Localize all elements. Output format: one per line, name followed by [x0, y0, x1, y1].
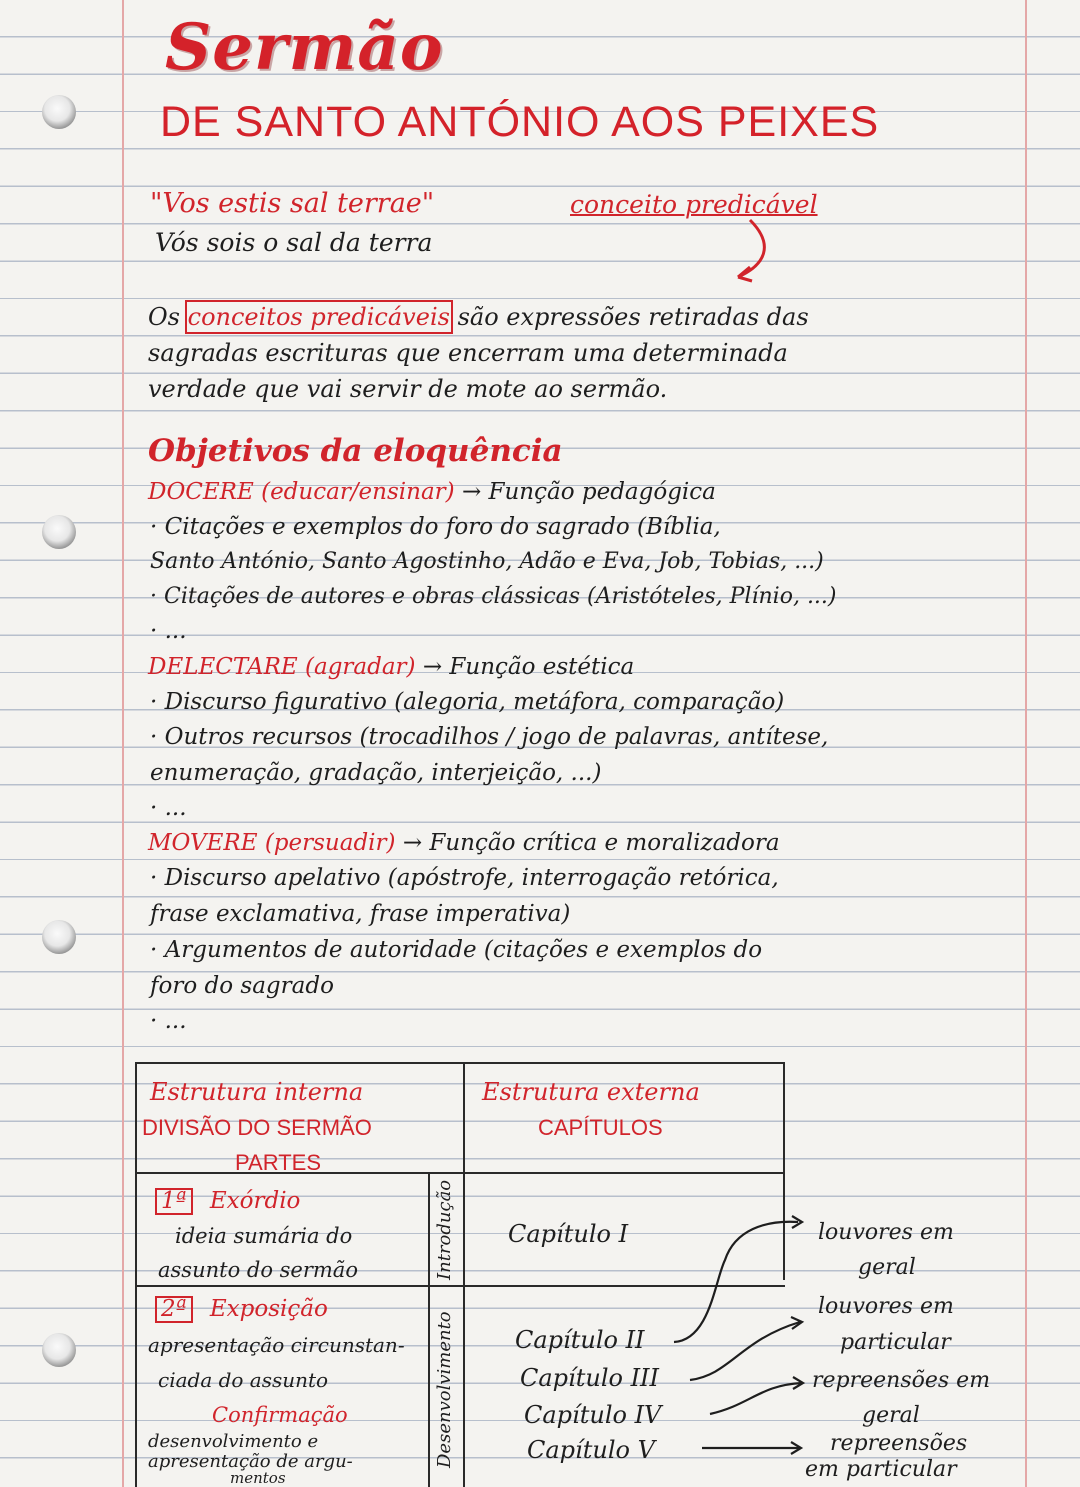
chapter-note: geral	[862, 1403, 920, 1428]
definition-lead: Os	[148, 303, 180, 331]
chapter-note: repreensões em	[812, 1368, 991, 1393]
external-structure-chapters: CAPÍTULOS	[538, 1115, 663, 1140]
part2-number: 2ª	[155, 1296, 193, 1323]
delectare-row	[148, 656, 634, 679]
eloquence-heading: Objetivos da eloquência	[148, 433, 563, 469]
chapter-label: Capítulo V	[527, 1436, 655, 1464]
part1-side-label: Introdução	[434, 1179, 455, 1280]
docere-line: · Citações de autores e obras clássicas (Aristóteles, Plínio, ...)	[150, 584, 837, 609]
quote-translation: Vós sois o sal da terra	[155, 228, 433, 257]
part2-desc: ciada do assunto	[158, 1368, 329, 1392]
chapter-label: Capítulo II	[515, 1326, 645, 1354]
movere-line: · ...	[150, 1008, 187, 1034]
internal-structure-parts: PARTES	[235, 1150, 321, 1175]
part2-heading	[155, 1296, 328, 1323]
latin-quote: "Vos estis sal terrae"	[150, 188, 435, 219]
chapter-label: Capítulo I	[508, 1220, 629, 1248]
movere-row	[148, 832, 780, 855]
part1-desc: ideia sumária do	[175, 1224, 353, 1248]
external-structure-title: Estrutura externa	[482, 1078, 700, 1106]
movere-term: MOVERE (persuadir)	[148, 830, 396, 856]
delectare-line: enumeração, gradação, interjeição, ...)	[150, 760, 602, 786]
chapter-note: em particular	[805, 1457, 957, 1482]
chapter-label: Capítulo III	[520, 1364, 660, 1392]
docere-function: → Função pedagógica	[461, 479, 716, 505]
movere-line: foro do sagrado	[150, 973, 334, 999]
docere-line: · ...	[150, 618, 187, 644]
docere-row	[148, 481, 716, 504]
definition-line-1	[148, 305, 809, 329]
chapter-note: geral	[858, 1255, 916, 1280]
part1-desc: assunto do sermão	[158, 1258, 358, 1282]
binder-hole	[42, 1333, 76, 1367]
part1-name: Exórdio	[209, 1188, 301, 1214]
movere-line: · Discurso apelativo (apóstrofe, interrogação retórica,	[150, 865, 779, 891]
docere-line: · Citações e exemplos do foro do sagrado (Bíblia,	[150, 514, 721, 540]
arrow-icon	[720, 215, 780, 285]
chapter-note: louvores em	[818, 1294, 954, 1319]
chapter-note: louvores em	[818, 1220, 954, 1245]
definition-term: conceitos predicáveis	[187, 303, 450, 331]
delectare-line: · ...	[150, 795, 187, 821]
delectare-line: · Outros recursos (trocadilhos / jogo de palavras, antítese,	[150, 724, 829, 750]
movere-line: frase exclamativa, frase imperativa)	[150, 901, 571, 927]
part2-sub-desc: desenvolvimento e	[148, 1431, 319, 1452]
page-subtitle: DE SANTO ANTÓNIO AOS PEIXES	[160, 98, 880, 146]
part2-sub-desc: apresentação de argu-	[148, 1451, 353, 1472]
delectare-term: DELECTARE (agradar)	[148, 654, 416, 680]
chapter-connector-arrows	[670, 1200, 820, 1460]
binder-hole	[42, 515, 76, 549]
part2-desc: apresentação circunstan-	[148, 1333, 405, 1357]
definition-line-2: sagradas escrituras que encerram uma determinada	[148, 339, 788, 367]
binder-hole	[42, 95, 76, 129]
definition-line-3: verdade que vai servir de mote ao sermão.	[148, 375, 668, 403]
part2-name: Exposição	[209, 1296, 328, 1322]
part2-sub-desc: mentos	[230, 1469, 286, 1487]
internal-structure-title: Estrutura interna	[150, 1078, 364, 1106]
page-title: Sermão	[165, 10, 444, 85]
movere-line: · Argumentos de autoridade (citações e exemplos do	[150, 937, 763, 963]
part1-number: 1ª	[155, 1188, 193, 1215]
delectare-function: → Função estética	[422, 654, 635, 680]
concept-label: conceito predicável	[570, 190, 818, 219]
internal-structure-division: DIVISÃO DO SERMÃO	[142, 1115, 372, 1140]
part1-heading	[155, 1188, 300, 1215]
chapter-note: repreensões	[830, 1431, 968, 1456]
chapter-label: Capítulo IV	[524, 1401, 662, 1429]
chapter-note: particular	[840, 1330, 951, 1355]
definition-rest: são expressões retiradas das	[457, 303, 809, 331]
part2-sub-name: Confirmação	[212, 1403, 348, 1427]
movere-function: → Função crítica e moralizadora	[402, 830, 780, 856]
delectare-line: · Discurso figurativo (alegoria, metáfora, comparação)	[150, 689, 785, 715]
docere-term: DOCERE (educar/ensinar)	[148, 479, 455, 505]
docere-line: Santo António, Santo Agostinho, Adão e Eva, Job, Tobias, ...)	[150, 549, 824, 574]
part2-side-label: Desenvolvimento	[434, 1311, 455, 1468]
binder-hole	[42, 920, 76, 954]
